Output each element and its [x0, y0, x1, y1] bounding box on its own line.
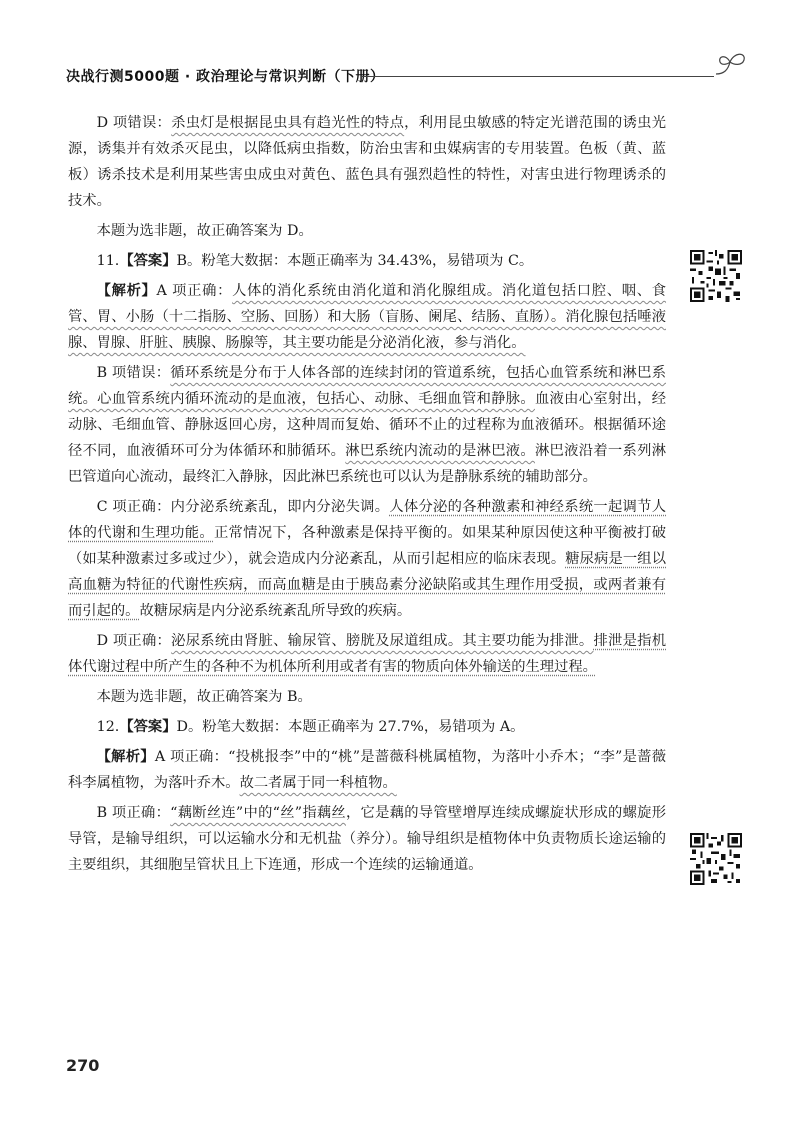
key-point: 淋巴系统内流动的是淋巴液。 [345, 443, 535, 459]
key-point: 其主要功能为排泄。 [462, 633, 594, 649]
conclusion-q11: 本题为选非题，故正确答案为 B。 [96, 689, 312, 705]
conclusion-q10: 本题为选非题，故正确答案为 D。 [96, 223, 313, 239]
key-point: 糖尿病是一组以高血糖为特征的代谢性疾病，而高血糖是由于胰岛素分泌缺陷或其生理作用受损，或两者兼有而引起的。 [68, 551, 666, 619]
qr-code-icon[interactable] [690, 250, 742, 302]
key-point: 人体的消化系统由消化道和消化腺组成。消化道包括口腔、咽、食管、胃、小肠（十二指肠、空肠、回肠）和大肠（盲肠、阑尾、结肠、直肠）。消化腺包括唾液腺、胃腺、肝脏、胰腺、肠腺等，其主要功能是分泌消化液，参与消化。 [68, 283, 667, 351]
q11-analysis-b: B 项错误：循环系统是分布于人体各部的连续封闭的管道系统，包括心血管系统和淋巴系统。心血管系统内循环流动的是血液，包括心、动脉、毛细血管和静脉。血液由心室射出，经动脉、毛细血管、静脉返回心房，这种周而复始、循环不止的过程称为血液循环。根据循环途径不同，血液循环可分为体循环和肺循环。淋巴系统内流动的是淋巴液。淋巴液沿着一系列淋巴管道向心流动，最终汇入静脉，因此淋巴系统也可以认为是静脉系统的辅助部分。 [68, 365, 667, 485]
running-header [66, 64, 756, 88]
header-rule [362, 76, 714, 77]
key-point: 排泄是指机体代谢过程中所产生的各种不为机体所利用或者有害的物质向体外输送的生理过程。 [68, 633, 667, 675]
key-point: 人体分泌的各种激素和神经系统一起调节人体的代谢和生理功能。 [68, 499, 667, 541]
q12-analysis-a: 【解析】A 项正确：“投桃报李”中的“桃”是蔷薇科桃属植物，为落叶小乔木；“李”是蔷薇科李属植物，为落叶乔木。故二者属于同一科植物。 [68, 749, 666, 791]
key-point: 杀虫灯是根据昆虫具有趋光性的特点 [171, 115, 405, 131]
key-point: 泌尿系统由肾脏、输尿管、膀胱及尿道组成。 [171, 633, 463, 649]
page-body [68, 110, 666, 882]
paragraph-option-d-pest-control: D 项错误：杀虫灯是根据昆虫具有趋光性的特点，利用昆虫敏感的特定光谱范围的诱虫光源，诱集并有效杀灭昆虫，以降低病虫指数，防治虫害和虫媒病害的专用装置。色板（黄、蓝板）诱杀技术是利用某些害虫成虫对黄色、蓝色具有强烈趋性的特性，对害虫进行物理诱杀的技术。 [68, 115, 667, 209]
q11-analysis-a: 【解析】A 项正确：人体的消化系统由消化道和消化腺组成。消化道包括口腔、咽、食管、胃、小肠（十二指肠、空肠、回肠）和大肠（盲肠、阑尾、结肠、直肠）。消化腺包括唾液腺、胃腺、肝脏、胰腺、肠腺等，其主要功能是分泌消化液，参与消化。 [68, 283, 667, 351]
question-12-answer: 12.【答案】D。粉笔大数据：本题正确率为 27.7%，易错项为 A。 [96, 719, 525, 735]
qr-code-icon[interactable] [690, 833, 742, 885]
page-number: 270 [66, 1056, 100, 1075]
q11-analysis-d: D 项正确：泌尿系统由肾脏、输尿管、膀胱及尿道组成。其主要功能为排泄。排泄是指机体代谢过程中所产生的各种不为机体所利用或者有害的物质向体外输送的生理过程。 [68, 633, 667, 675]
question-11-answer: 11.【答案】B。粉笔大数据：本题正确率为 34.43%，易错项为 C。 [96, 253, 534, 269]
q11-analysis-c: C 项正确：内分泌系统紊乱，即内分泌失调。人体分泌的各种激素和神经系统一起调节人体的代谢和生理功能。正常情况下，各种激素是保持平衡的。如果某种原因使这种平衡被打破（如某种激素过多或过少），就会造成内分泌紊乱，从而引起相应的临床表现。糖尿病是一组以高血糖为特征的代谢性疾病，而高血糖是由于胰岛素分泌缺陷或其生理作用受损，或两者兼有而引起的。故糖尿病是内分泌系统紊乱所导致的疾病。 [68, 499, 667, 619]
key-point: “藕断丝连”中的“丝”指藕丝 [170, 805, 346, 821]
key-point: 故二者属于同一科植物。 [239, 775, 397, 791]
q12-analysis-b: B 项正确：“藕断丝连”中的“丝”指藕丝，它是藕的导管壁增厚连续成螺旋状形成的螺旋形导管，是输导组织，可以运输水分和无机盐（养分）。输导组织是植物体中负责物质长途运输的主要组织，其细胞呈管状且上下连通，形成一个连续的运输通道。 [68, 805, 666, 873]
book-title: 决战行测5000题 · 政治理论与常识判断（下册） [66, 69, 385, 85]
sprout-leaf-icon [712, 50, 752, 80]
key-point: 循环系统是分布于人体各部的连续封闭的管道系统，包括心血管系统和淋巴系统。心血管系统内循环流动的是血液，包括心、动脉、毛细血管和静脉。 [68, 365, 666, 407]
